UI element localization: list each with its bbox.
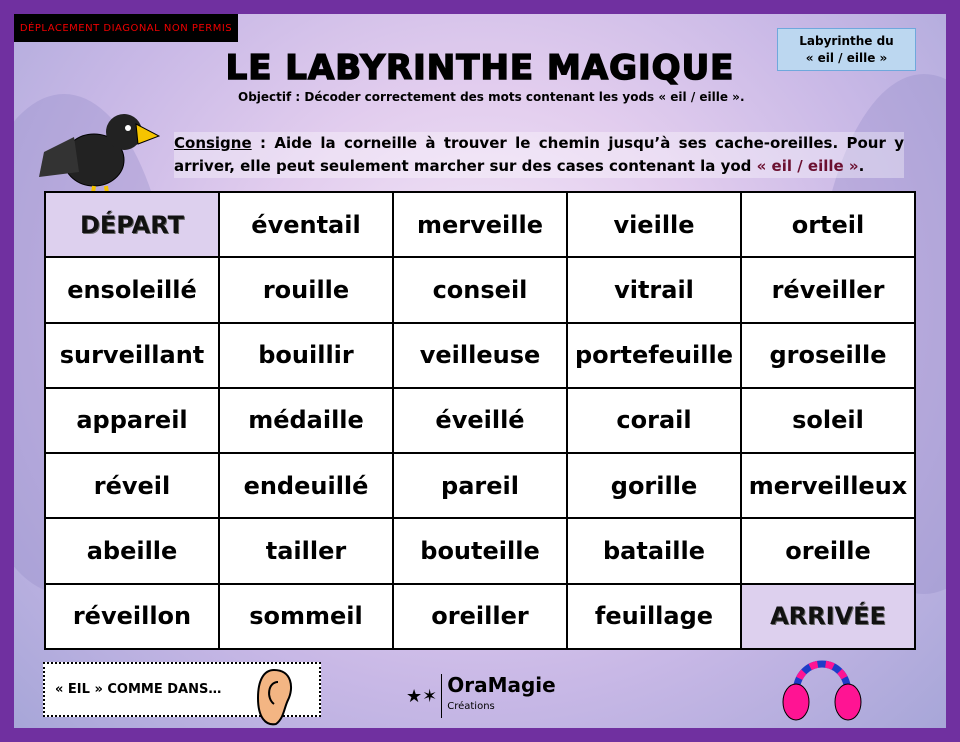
oramagie-logo xyxy=(406,674,556,718)
maze-cell[interactable]: rouille xyxy=(220,258,392,321)
instructions-text: : Aide la corneille à trouver le chemin jusqu’à ses cache-oreilles. Pour y arriver, elle peut seulement marcher sur des cases contenant la yod xyxy=(174,134,904,175)
maze-cell[interactable]: portefeuille xyxy=(568,324,740,387)
earmuffs-icon xyxy=(782,654,862,722)
maze-cell[interactable]: tailler xyxy=(220,519,392,582)
maze-cell[interactable]: soleil xyxy=(742,389,914,452)
maze-cell[interactable]: groseille xyxy=(742,324,914,387)
maze-cell[interactable]: veilleuse xyxy=(394,324,566,387)
maze-cell[interactable]: gorille xyxy=(568,454,740,517)
maze-cell[interactable]: merveilleux xyxy=(742,454,914,517)
maze-cell[interactable]: ensoleillé xyxy=(46,258,218,321)
tag-line2: « eil / eille » xyxy=(805,51,888,65)
maze-cell[interactable]: appareil xyxy=(46,389,218,452)
maze-cell[interactable]: réveil xyxy=(46,454,218,517)
maze-cell[interactable]: bataille xyxy=(568,519,740,582)
worksheet xyxy=(14,14,946,728)
maze-cell[interactable]: sommeil xyxy=(220,585,392,648)
maze-cell[interactable]: merveille xyxy=(394,193,566,256)
maze-cell[interactable]: oreiller xyxy=(394,585,566,648)
maze-cell[interactable]: abeille xyxy=(46,519,218,582)
maze-cell[interactable]: réveiller xyxy=(742,258,914,321)
maze-cell[interactable]: éveillé xyxy=(394,389,566,452)
fireworks-icon: ★✶ xyxy=(406,685,438,707)
rule-banner: DÉPLACEMENT DIAGONAL NON PERMIS xyxy=(14,14,238,42)
tag-line1: Labyrinthe du xyxy=(799,34,894,48)
crow-icon xyxy=(34,102,160,202)
objective: Objectif : Décoder correctement des mots contenant les yods « eil / eille ». xyxy=(238,90,745,104)
start-cell[interactable]: DÉPART xyxy=(46,193,218,256)
maze-cell[interactable]: surveillant xyxy=(46,324,218,387)
maze-cell[interactable]: pareil xyxy=(394,454,566,517)
logo-name: OraMagie xyxy=(447,673,556,697)
maze-cell[interactable]: corail xyxy=(568,389,740,452)
maze-cell[interactable]: réveillon xyxy=(46,585,218,648)
ear-icon xyxy=(254,668,294,726)
maze-cell[interactable]: vieille xyxy=(568,193,740,256)
logo-sub: Créations xyxy=(447,701,495,712)
maze-cell[interactable]: bouillir xyxy=(220,324,392,387)
maze-cell[interactable]: éventail xyxy=(220,193,392,256)
finish-cell[interactable]: ARRIVÉE xyxy=(742,585,914,648)
instructions-end: . xyxy=(858,157,865,175)
instructions-highlight: « eil / eille » xyxy=(756,157,859,175)
maze-cell[interactable]: oreille xyxy=(742,519,914,582)
maze-cell[interactable]: endeuillé xyxy=(220,454,392,517)
maze-cell[interactable]: médaille xyxy=(220,389,392,452)
example-label: « EIL » COMME DANS… xyxy=(55,682,222,697)
instructions xyxy=(174,132,904,178)
maze-cell[interactable]: bouteille xyxy=(394,519,566,582)
maze-grid xyxy=(44,191,916,650)
instructions-label: Consigne xyxy=(174,134,252,152)
maze-cell[interactable]: orteil xyxy=(742,193,914,256)
page-title: LE LABYRINTHE MAGIQUE xyxy=(225,48,735,88)
maze-cell[interactable]: vitrail xyxy=(568,258,740,321)
maze-cell[interactable]: conseil xyxy=(394,258,566,321)
maze-cell[interactable]: feuillage xyxy=(568,585,740,648)
